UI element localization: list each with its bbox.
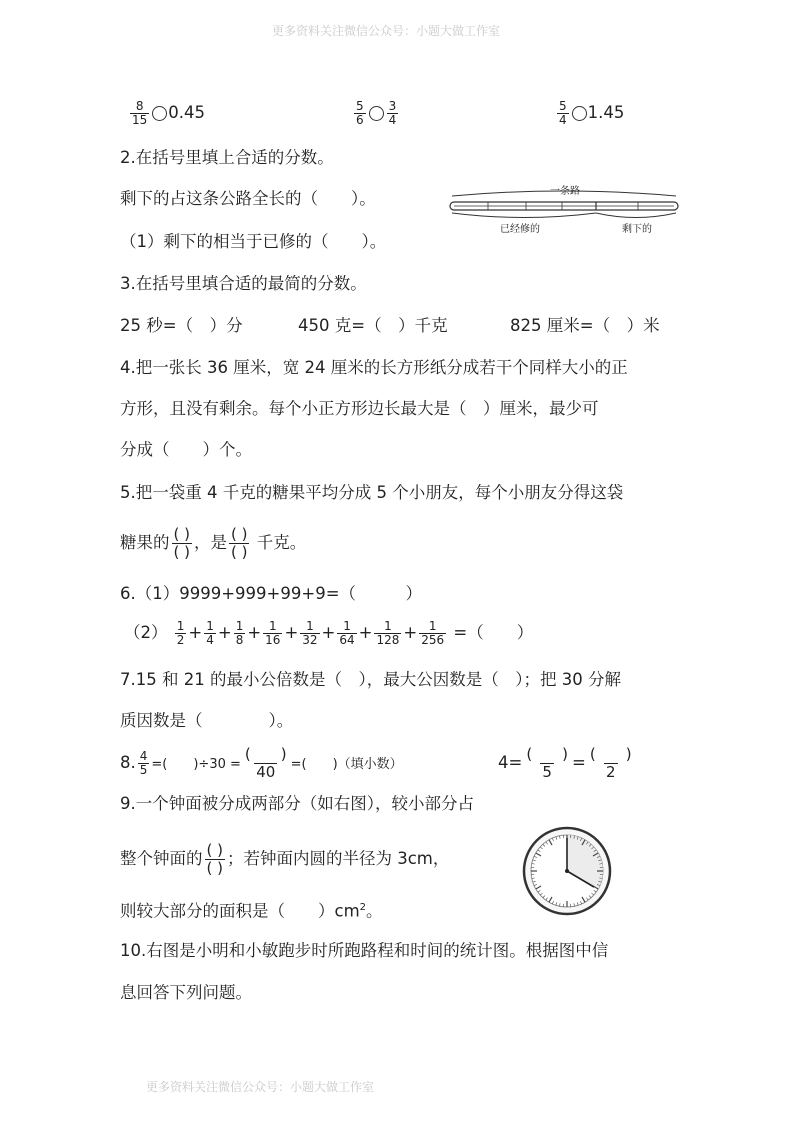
road-total-label: 一条路 bbox=[550, 186, 580, 197]
q8-left: 8. $\frac{4}{5}$ =( )÷30 = $\frac{( )}{40}$ =( )（填小数） bbox=[120, 745, 403, 781]
blank-fraction[interactable]: $\frac{( )}{( )}$ bbox=[206, 841, 223, 877]
plus-sign: + bbox=[403, 623, 418, 642]
fraction: $\frac{1}{128}$ bbox=[376, 619, 400, 647]
watermark-top: 更多资料关注微信公众号：小题大做工作室 bbox=[272, 24, 501, 38]
fraction: $\frac{1}{16}$ bbox=[265, 619, 281, 647]
q4-line1: 4.把一张长 36 厘米，宽 24 厘米的长方形纸分成若干个同样大小的正 bbox=[120, 358, 628, 377]
q7-line1: 7.15 和 21 的最小公倍数是（ ），最大公因数是（ ）；把 30 分解 bbox=[120, 670, 621, 689]
plus-sign: + bbox=[321, 623, 336, 642]
plus-sign: + bbox=[217, 623, 232, 642]
fraction: $\frac{1}{64}$ bbox=[339, 619, 355, 647]
fraction: $\frac{4}{5}$ bbox=[139, 749, 148, 777]
q4-line3: 分成（ ）个。 bbox=[120, 440, 252, 459]
road-diagram bbox=[444, 182, 684, 234]
plus-sign: + bbox=[188, 623, 203, 642]
fraction: $\frac{1}{8}$ bbox=[235, 619, 244, 647]
clock-face-figure bbox=[522, 826, 612, 916]
q9-line1: 9.一个钟面被分成两部分（如右图），较小部分占 bbox=[120, 794, 474, 813]
q2-title: 2.在括号里填上合适的分数。 bbox=[120, 148, 334, 167]
fraction: $\frac{1}{32}$ bbox=[302, 619, 318, 647]
q3-item-a: 25 秒=（ ）分 bbox=[120, 316, 243, 335]
road-remaining-label: 剩下的 bbox=[622, 224, 652, 234]
q5-line2: 糖果的 $\frac{( )}{( )}$ ，是 $\frac{( )}{( )}$ 千克。 bbox=[120, 525, 307, 561]
q6-part2: （2） $\frac{1}{2}$ + $\frac{1}{4}$ + $\frac{1}{8}$ + $\frac{1}{16}$ + $\frac{1}{32}$ + $\frac{1}{64}$ + $\frac{1}{128}$ + $\frac{1}{256}$ =（ ） bbox=[124, 619, 534, 647]
compare-a: $\frac{8}{15}$ 0.45 bbox=[132, 99, 206, 127]
compare-circle[interactable] bbox=[572, 106, 587, 121]
compare-circle[interactable] bbox=[152, 106, 167, 121]
fraction: $\frac{5}{6}$ bbox=[356, 99, 364, 127]
q9-line3: 则较大部分的面积是（ ）$cm^2$。 bbox=[120, 901, 383, 921]
q3-item-b: 450 克=（ ）千克 bbox=[298, 316, 448, 335]
q10-line1: 10.右图是小明和小敏跑步时所跑路程和时间的统计图。根据图中信 bbox=[120, 941, 609, 960]
blank-fraction[interactable]: $\frac{( )}{( )}$ bbox=[173, 525, 190, 561]
q3-title: 3.在括号里填合适的最简的分数。 bbox=[120, 274, 367, 293]
blank-fraction[interactable]: $\frac{( )}{2}$ bbox=[589, 745, 632, 781]
watermark-bottom: 更多资料关注微信公众号：小题大做工作室 bbox=[146, 1080, 375, 1094]
q8-right: 4= $\frac{( )}{5}$ = $\frac{( )}{2}$ bbox=[498, 745, 632, 781]
q4-line2: 方形，且没有剩余。每个小正方形边长最大是（ ）厘米，最少可 bbox=[120, 399, 599, 418]
blank-fraction[interactable]: $\frac{( )}{5}$ bbox=[526, 745, 569, 781]
q5-line1: 5.把一袋重 4 千克的糖果平均分成 5 个小朋友，每个小朋友分得这袋 bbox=[120, 483, 624, 502]
compare-b bbox=[352, 100, 400, 127]
q2-line1: 剩下的占这条公路全长的（ ）。 bbox=[120, 189, 376, 208]
blank-fraction[interactable]: $\frac{( )}{40}$ bbox=[244, 745, 287, 781]
fraction: $\frac{1}{2}$ bbox=[176, 619, 185, 647]
fraction: $\frac{3}{4}$ bbox=[388, 99, 397, 127]
fraction: $\frac{8}{15}$ bbox=[132, 99, 148, 127]
blank-fraction[interactable]: $\frac{( )}{( )}$ bbox=[230, 525, 248, 561]
road-built-label: 已经修的 bbox=[500, 224, 540, 234]
plus-sign: + bbox=[284, 623, 299, 642]
q7-line2: 质因数是（ ）。 bbox=[120, 711, 294, 730]
q6-part1: 6.（1）9999+999+99+9=（ ） bbox=[120, 584, 423, 603]
compare-c: $\frac{5}{4}$ 1.45 bbox=[559, 99, 625, 127]
q3-item-c: 825 厘米=（ ）米 bbox=[510, 316, 660, 335]
fraction: $\frac{5}{4}$ bbox=[559, 99, 567, 127]
q2-line2: （1）剩下的相当于已修的（ ）。 bbox=[120, 232, 387, 251]
q10-line2: 息回答下列问题。 bbox=[120, 983, 252, 1002]
fraction: $\frac{1}{256}$ bbox=[421, 619, 445, 647]
plus-sign: + bbox=[358, 623, 373, 642]
plus-sign: + bbox=[247, 623, 262, 642]
compare-circle[interactable] bbox=[369, 106, 384, 121]
q9-line2: 整个钟面的 $\frac{( )}{( )}$ ；若钟面内圆的半径为 3cm， bbox=[120, 841, 450, 877]
fraction: $\frac{1}{4}$ bbox=[206, 619, 214, 647]
